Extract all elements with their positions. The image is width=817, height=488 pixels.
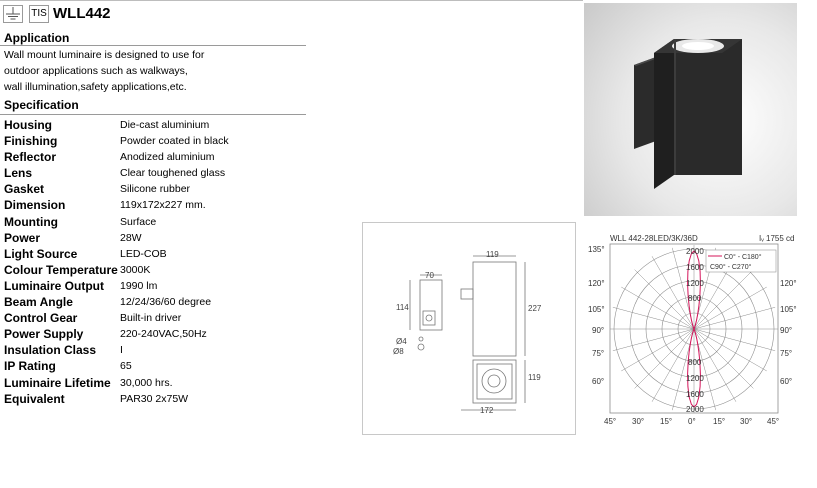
radial-label: 1600 <box>686 263 704 272</box>
spec-value: 28W <box>120 231 142 244</box>
spec-value: Surface <box>120 215 157 228</box>
angle-label-left: 120° <box>588 279 605 288</box>
bottom-angle-label: 15° <box>713 417 726 426</box>
spec-value: 119x172x227 mm. <box>120 199 206 212</box>
application-line: wall illumination,safety applications,etc. <box>4 81 187 93</box>
spec-label: Light Source <box>4 246 78 261</box>
dim-top-width: 119 <box>486 250 499 259</box>
spec-label: Luminaire Output <box>4 278 104 293</box>
radial-label: 800 <box>688 358 702 367</box>
bottom-angle-label: 45° <box>767 417 780 426</box>
dim-hole-small: Ø4 <box>396 337 407 346</box>
polar-flux-label: Iᵥ 1755 cd <box>759 234 795 243</box>
bottom-angle-label: 30° <box>740 417 753 426</box>
bottom-angle-label: 0° <box>688 417 696 426</box>
application-rule <box>0 45 306 46</box>
spec-label: Power <box>4 230 41 245</box>
legend-c0-label: C0° - C180° <box>724 254 762 261</box>
spec-value: 65 <box>120 360 132 373</box>
bottom-angle-label: 15° <box>660 417 673 426</box>
spec-label: IP Rating <box>4 359 56 374</box>
bottom-angle-label: 45° <box>604 417 617 426</box>
dim-side-height: 114 <box>396 303 409 312</box>
spec-value: 1990 lm <box>120 279 158 292</box>
spec-value: 30,000 hrs. <box>120 376 173 389</box>
legend-c90-label: C90° - C270° <box>710 264 752 271</box>
spec-label: Mounting <box>4 214 58 229</box>
radial-label: 2000 <box>686 405 704 414</box>
radial-label: 1600 <box>686 390 704 399</box>
spec-label: Gasket <box>4 182 45 197</box>
spec-label: Control Gear <box>4 311 78 326</box>
ground-symbol-icon <box>3 5 23 23</box>
radial-label: 1200 <box>686 279 704 288</box>
polar-title: WLL 442-28LED/3K/36D <box>610 234 698 243</box>
angle-label-right: 90° <box>780 326 793 335</box>
top-divider <box>0 0 583 1</box>
spec-value: Die-cast aluminium <box>120 119 210 131</box>
spec-label: Finishing <box>4 134 58 149</box>
bottom-angle-label: 30° <box>632 417 645 426</box>
drawing-front-view <box>473 262 516 356</box>
angle-label-right: 60° <box>780 377 793 386</box>
application-line: Wall mount luminaire is designed to use for <box>4 49 205 61</box>
spec-value: LED-COB <box>120 247 167 260</box>
dim-top-side: 70 <box>425 271 434 280</box>
photo-body-front <box>674 39 742 175</box>
angle-label-left: 90° <box>592 326 605 335</box>
spec-value: Powder coated in black <box>120 135 229 148</box>
angle-label-right: 120° <box>780 279 797 288</box>
radial-label: 2000 <box>686 247 704 256</box>
spec-label: Equivalent <box>4 391 65 406</box>
angle-label-left: 60° <box>592 377 605 386</box>
spec-label: Dimension <box>4 198 66 213</box>
dim-hole-large: Ø8 <box>393 347 404 356</box>
spec-value: I <box>120 344 123 357</box>
angle-label-right: 75° <box>780 349 793 358</box>
spec-label: Lens <box>4 166 33 181</box>
spec-value: 12/24/36/60 degree <box>120 296 212 309</box>
dim-bottom-width: 172 <box>480 406 494 415</box>
spec-value: Anodized aluminium <box>120 151 215 164</box>
spec-value: Silicone rubber <box>120 183 191 196</box>
spec-value: Built-in driver <box>120 312 182 325</box>
angle-label-left: 75° <box>592 349 605 358</box>
dim-front-height: 227 <box>528 304 542 313</box>
spec-label: Luminaire Lifetime <box>4 375 111 390</box>
radial-label: 800 <box>688 294 702 303</box>
dim-bottom-depth: 119 <box>528 373 541 382</box>
polar-diagram <box>582 222 814 427</box>
technical-drawing <box>362 222 576 435</box>
angle-label-right: 105° <box>780 305 797 314</box>
product-photo <box>584 3 797 216</box>
spec-value: 3000K <box>120 263 151 276</box>
angle-label-left: 135° <box>588 245 605 254</box>
spec-label: Insulation Class <box>4 343 97 358</box>
spec-label: Beam Angle <box>4 295 73 310</box>
drawing-bottom-view <box>473 360 516 403</box>
specification-rule <box>0 114 306 115</box>
application-heading: Application <box>4 31 70 45</box>
photo-bracket <box>634 57 656 149</box>
application-description <box>4 47 304 95</box>
photo-body-side <box>654 39 674 189</box>
spec-label: Colour Temperature <box>4 262 118 277</box>
application-line: outdoor applications such as walkways, <box>4 65 188 77</box>
spec-value: PAR30 2x75W <box>120 392 189 405</box>
tis-mark-icon: TIS <box>29 5 49 23</box>
spec-label: Reflector <box>4 150 57 165</box>
spec-value: 220-240VAC,50Hz <box>120 328 207 341</box>
specification-heading: Specification <box>4 98 79 112</box>
spec-label: Housing <box>4 118 52 132</box>
angle-label-left: 105° <box>588 305 605 314</box>
radial-label: 1200 <box>686 374 704 383</box>
spec-value: Clear toughened glass <box>120 167 226 180</box>
product-code: WLL442 <box>53 5 111 22</box>
spec-label: Power Supply <box>4 327 84 342</box>
